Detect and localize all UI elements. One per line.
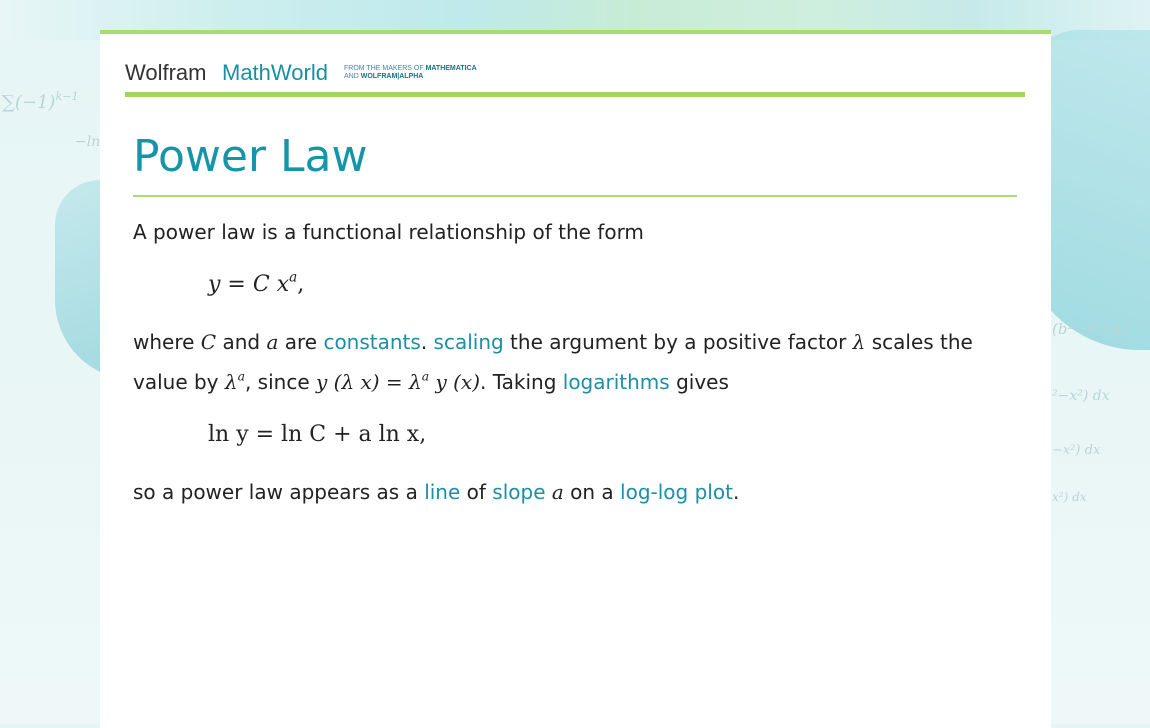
background-formula-right-1: (b²−x²) dx xyxy=(1052,320,1130,338)
link-logarithms[interactable]: logarithms xyxy=(562,370,670,394)
link-scaling[interactable]: scaling xyxy=(433,330,504,354)
site-header xyxy=(125,60,1025,97)
link-constants[interactable]: constants xyxy=(323,330,421,354)
paragraph-scaling: where C and a are constants. scaling the argument by a positive factor λ scales the xyxy=(133,330,973,354)
wolfram-logo[interactable]: Wolfram xyxy=(125,60,207,85)
background-formula-ln: −ln xyxy=(75,134,101,150)
background-formula-sum: $\sum(-1)^{k-1}$ xyxy=(2,90,79,113)
link-line[interactable]: line xyxy=(424,480,461,504)
paragraph-definition: A power law is a functional relationship of the form xyxy=(133,220,644,244)
background-formula-right-2: ²−x²) dx xyxy=(1052,388,1110,404)
page-title: Power Law xyxy=(133,131,368,182)
paragraph-scaling-continued: value by $\lambda^a$, since y (λ $x) = \lambda^a$ y (x). Taking logarithms gives xyxy=(133,368,729,394)
equation-power-law: y = C $x^a$, xyxy=(208,269,305,297)
paragraph-conclusion: so a power law appears as a line of slope a on a log-log plot. xyxy=(133,480,740,504)
background-formula-right-4: x²) dx xyxy=(1052,490,1087,504)
article-card xyxy=(100,30,1051,728)
link-slope[interactable]: slope xyxy=(492,480,546,504)
mathworld-logo[interactable]: MathWorld xyxy=(222,60,328,85)
link-log-log-plot[interactable]: log-log plot xyxy=(620,480,733,504)
title-divider xyxy=(133,195,1017,197)
equation-log-form: ln y = ln C + a ln x, xyxy=(208,422,427,447)
background-formula-right-3: −x²) dx xyxy=(1052,443,1101,458)
tagline-line-1: FROM THE MAKERS OF MATHEMATICA xyxy=(344,65,477,72)
tagline-line-2: AND WOLFRAM|ALPHA xyxy=(344,73,424,80)
